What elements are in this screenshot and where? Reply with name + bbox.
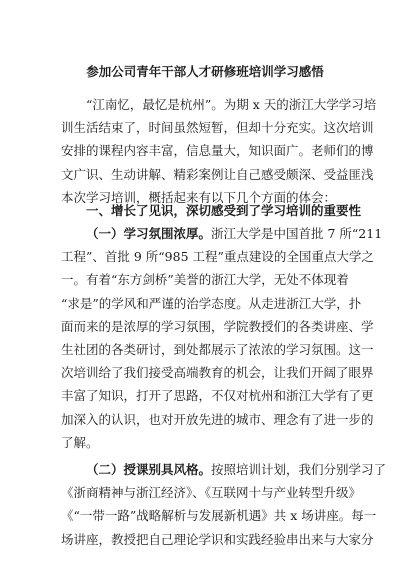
text-line: 场讲座，教授把自己理论学识和实践经验串出来与大家分	[61, 531, 374, 547]
text-line: 了解。	[61, 434, 99, 450]
heading-text: 一、增长了见识，深切感受到了学习培训的重要性	[86, 203, 362, 218]
text-line: 训生活结束了，时间虽然短暂，但却十分充实。这次培训	[61, 120, 374, 136]
text-line: 生社团的各类研讨，到处都展示了浓浓的学习氛围。这一	[61, 341, 374, 357]
subsection-label: （二）授课别具风格。	[86, 462, 212, 477]
text-line: 加深入的认识，也对开放先进的城市、理念有了进一步的	[61, 411, 374, 427]
text-line: 丰富了知识，打开了思路，不仅对杭州和浙江大学有了更	[61, 388, 374, 404]
intro-paragraph	[61, 93, 377, 209]
text-line	[61, 222, 383, 245]
subsection-label: （一）学习氛围浓厚。	[86, 226, 212, 241]
text-line: 安排的课程内容丰富，信息量大，知识面广。老师们的博	[61, 143, 374, 159]
section2-paragraph	[61, 458, 387, 551]
text-line: 本次学习培训，概括起来有以下几个方面的体会：	[61, 189, 337, 205]
section-heading	[61, 199, 362, 222]
text-line: “江南忆，最忆是杭州”。为期 x 天的浙江大学学习培	[86, 97, 377, 112]
text-line	[61, 458, 387, 481]
text-line: 文广识、生动讲解、精彩案例让自己感受颇深、受益匪浅	[61, 166, 374, 182]
text-line: 工程”、首批 9 所“985 工程”重点建设的全国重点大学之	[61, 249, 374, 265]
section1-paragraph	[61, 222, 383, 454]
text-line: 一。有着“东方剑桥”美誉的浙江大学，无处不体现着	[61, 272, 349, 288]
document-title: 参加公司青年干部人才研修班培训学习感悟	[86, 64, 324, 79]
text-run: 按照培训计划，我们分别学习了	[211, 462, 387, 477]
text-line: 次培训给了我们接受高端教育的机会，让我们开阔了眼界	[61, 365, 374, 381]
text-line: 《浙商精神与浙江经济》、《互联网十与产业转型升级》	[61, 485, 362, 501]
text-line: 面而来的是浓厚的学习氛围，学院教授们的各类讲座、学	[61, 318, 374, 334]
text-line: 《“一带一路”战略解析与发展新机遇》共 x 场讲座。每一	[61, 508, 377, 524]
text-line: “求是”的学风和严谨的治学态度。从走进浙江大学，扑	[61, 295, 362, 311]
text-run: 浙江大学是中国首批 7 所“211	[211, 226, 383, 241]
